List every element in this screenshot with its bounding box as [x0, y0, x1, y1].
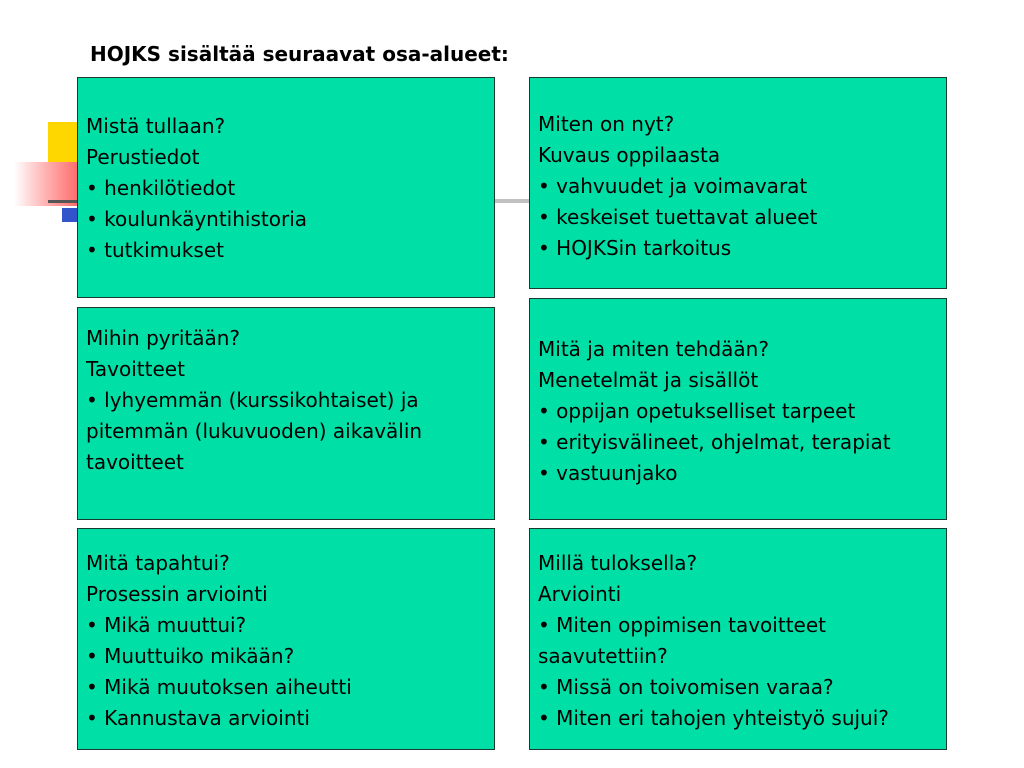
- box-bullet: • oppijan opetukselliset tarpeet: [538, 399, 856, 423]
- box-menetelmat-ja-sisallot: [529, 298, 947, 520]
- box-bullet: • Kannustava arviointi: [86, 706, 310, 730]
- box-bullet: • keskeiset tuettavat alueet: [538, 205, 818, 229]
- box-perustiedot: [77, 77, 495, 298]
- box-bullet: • Miten eri tahojen yhteistyö sujui?: [538, 706, 889, 730]
- box-heading: Tavoitteet: [86, 357, 185, 381]
- box-bullet: • Miten oppimisen tavoitteet saavutettiin?: [538, 613, 826, 668]
- box-kuvaus-oppilaasta: [529, 77, 947, 289]
- box-heading: Perustiedot: [86, 145, 200, 169]
- decorative-divider-line: [48, 200, 80, 203]
- box-bullet: • HOJKSin tarkoitus: [538, 236, 732, 260]
- box-arviointi: [529, 528, 947, 750]
- box-heading: Arviointi: [538, 582, 622, 606]
- box-bullet: • erityisvälineet, ohjelmat, terapiat: [538, 430, 891, 454]
- box-bullet: • Mikä muuttui?: [86, 613, 247, 637]
- box-bullet: • vastuunjako: [538, 461, 678, 485]
- box-question: Mihin pyritään?: [86, 326, 241, 350]
- box-question: Mitä ja miten tehdään?: [538, 337, 769, 361]
- box-bullet: • vahvuudet ja voimavarat: [538, 174, 808, 198]
- box-bullet: • Mikä muutoksen aiheutti: [86, 675, 352, 699]
- box-prosessin-arviointi: [77, 528, 495, 750]
- box-question: Mitä tapahtui?: [86, 551, 230, 575]
- slide-title: HOJKS sisältää seuraavat osa-alueet:: [90, 42, 509, 66]
- box-question: Millä tuloksella?: [538, 551, 698, 575]
- box-heading: Menetelmät ja sisällöt: [538, 368, 759, 392]
- box-bullet: • henkilötiedot: [86, 176, 236, 200]
- decorative-connector-line: [495, 199, 530, 203]
- box-question: Miten on nyt?: [538, 112, 675, 136]
- box-tavoitteet: [77, 307, 495, 520]
- box-heading: Kuvaus oppilaasta: [538, 143, 721, 167]
- box-heading: Prosessin arviointi: [86, 582, 268, 606]
- box-bullet: • Muuttuiko mikään?: [86, 644, 295, 668]
- box-bullet: • Missä on toivomisen varaa?: [538, 675, 834, 699]
- box-bullet: • koulunkäyntihistoria: [86, 207, 308, 231]
- box-question: Mistä tullaan?: [86, 114, 226, 138]
- box-bullet: • lyhyemmän (kurssikohtaiset) ja pitemmän (lukuvuoden) aikavälin tavoitteet: [86, 388, 423, 474]
- box-bullet: • tutkimukset: [86, 238, 224, 262]
